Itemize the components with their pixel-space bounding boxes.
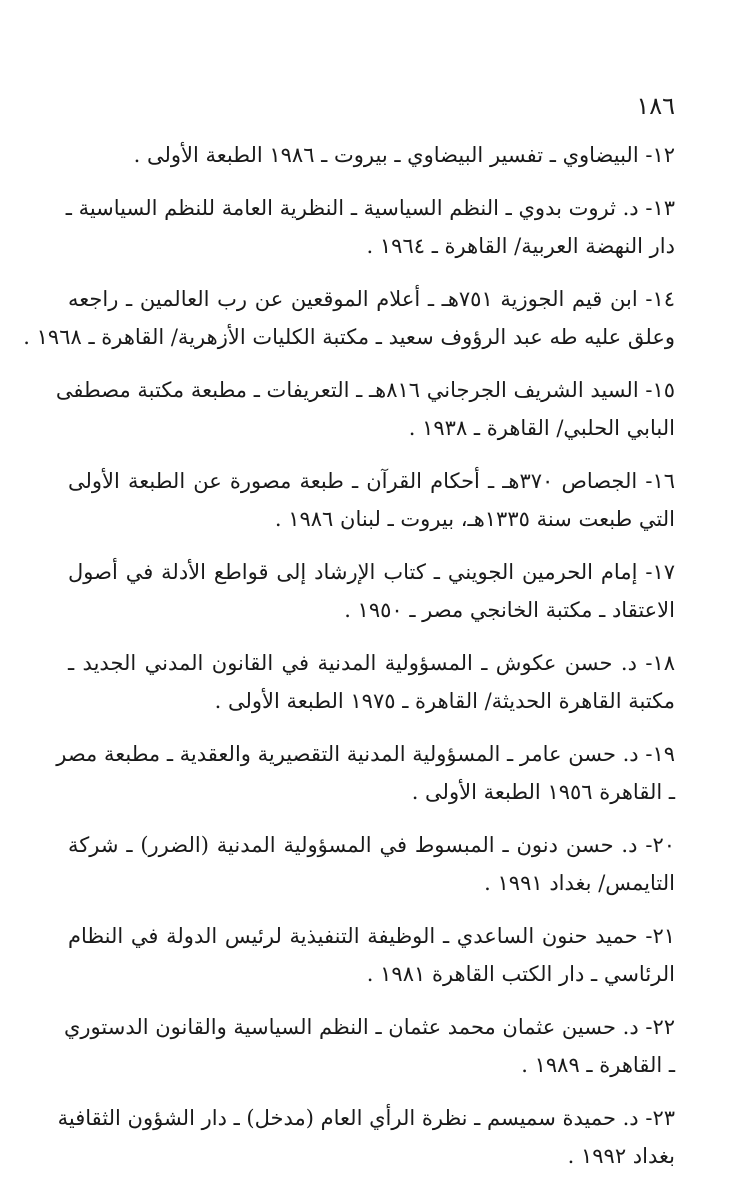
reference-line: التي طبعت سنة ١٣٣٥هـ، بيروت ـ لبنان ١٩٨٦ . <box>274 507 675 531</box>
reference-line: الاعتقاد ـ مكتبة الخانجي مصر ـ ١٩٥٠ . <box>344 598 675 622</box>
page-number: ١٨٦ <box>636 92 675 120</box>
reference-line: ١٣- د. ثروت بدوي ـ النظم السياسية ـ النظرية العامة للنظم السياسية ـ <box>65 196 675 220</box>
reference-item <box>68 917 675 993</box>
reference-item <box>68 826 675 902</box>
reference-line: ١٨- د. حسن عكوش ـ المسؤولية المدنية في القانون المدني الجديد ـ <box>68 651 675 675</box>
reference-line: بغداد ١٩٩٢ . <box>567 1144 675 1168</box>
reference-item <box>56 735 675 811</box>
reference-item <box>68 553 675 629</box>
reference-item <box>68 644 675 720</box>
reference-line: ١٥- السيد الشريف الجرجاني ٨١٦هـ ـ التعريفات ـ مطبعة مكتبة مصطفى <box>55 378 675 402</box>
reference-line: ٢١- حميد حنون الساعدي ـ الوظيفة التنفيذية لرئيس الدولة في النظام <box>68 924 675 948</box>
reference-line: الرئاسي ـ دار الكتب القاهرة ١٩٨١ . <box>366 962 675 986</box>
reference-list <box>23 136 675 1190</box>
reference-line: ٢٠- د. حسن دنون ـ المبسوط في المسؤولية المدنية (الضرر) ـ شركة <box>68 833 675 857</box>
reference-line: وعلق عليه طه عبد الرؤوف سعيد ـ مكتبة الكليات الأزهرية/ القاهرة ـ ١٩٦٨ . <box>23 325 675 349</box>
reference-line: ١٤- ابن قيم الجوزية ٧٥١هـ ـ أعلام الموقعين عن رب العالمين ـ راجعه <box>68 287 675 311</box>
reference-line: ١٩- د. حسن عامر ـ المسؤولية المدنية التقصيرية والعقدية ـ مطبعة مصر <box>56 742 675 766</box>
reference-line: ٢٢- د. حسين عثمان محمد عثمان ـ النظم السياسية والقانون الدستوري <box>63 1015 675 1039</box>
reference-line: التايمس/ بغداد ١٩٩١ . <box>484 871 675 895</box>
reference-line: البابي الحلبي/ القاهرة ـ ١٩٣٨ . <box>408 416 675 440</box>
reference-item <box>68 462 675 538</box>
reference-line: ١٢- البيضاوي ـ تفسير البيضاوي ـ بيروت ـ ١٩٨٦ الطبعة الأولى . <box>133 143 675 167</box>
reference-line: ـ القاهرة ١٩٥٦ الطبعة الأولى . <box>411 780 675 804</box>
reference-item <box>68 136 675 174</box>
reference-line: ١٦- الجصاص ٣٧٠هـ ـ أحكام القرآن ـ طبعة مصورة عن الطبعة الأولى <box>68 469 675 493</box>
reference-item <box>55 371 675 447</box>
reference-item <box>65 189 675 265</box>
reference-line: مكتبة القاهرة الحديثة/ القاهرة ـ ١٩٧٥ الطبعة الأولى . <box>214 689 675 713</box>
reference-line: ١٧- إمام الحرمين الجويني ـ كتاب الإرشاد إلى قواطع الأدلة في أصول <box>68 560 675 584</box>
reference-item <box>57 1099 675 1175</box>
reference-item <box>63 1008 675 1084</box>
reference-line: دار النهضة العربية/ القاهرة ـ ١٩٦٤ . <box>366 234 675 258</box>
reference-line: ٢٣- د. حميدة سميسم ـ نظرة الرأي العام (مدخل) ـ دار الشؤون الثقافية <box>57 1106 675 1130</box>
reference-line: ـ القاهرة ـ ١٩٨٩ . <box>521 1053 675 1077</box>
reference-item <box>23 280 675 356</box>
